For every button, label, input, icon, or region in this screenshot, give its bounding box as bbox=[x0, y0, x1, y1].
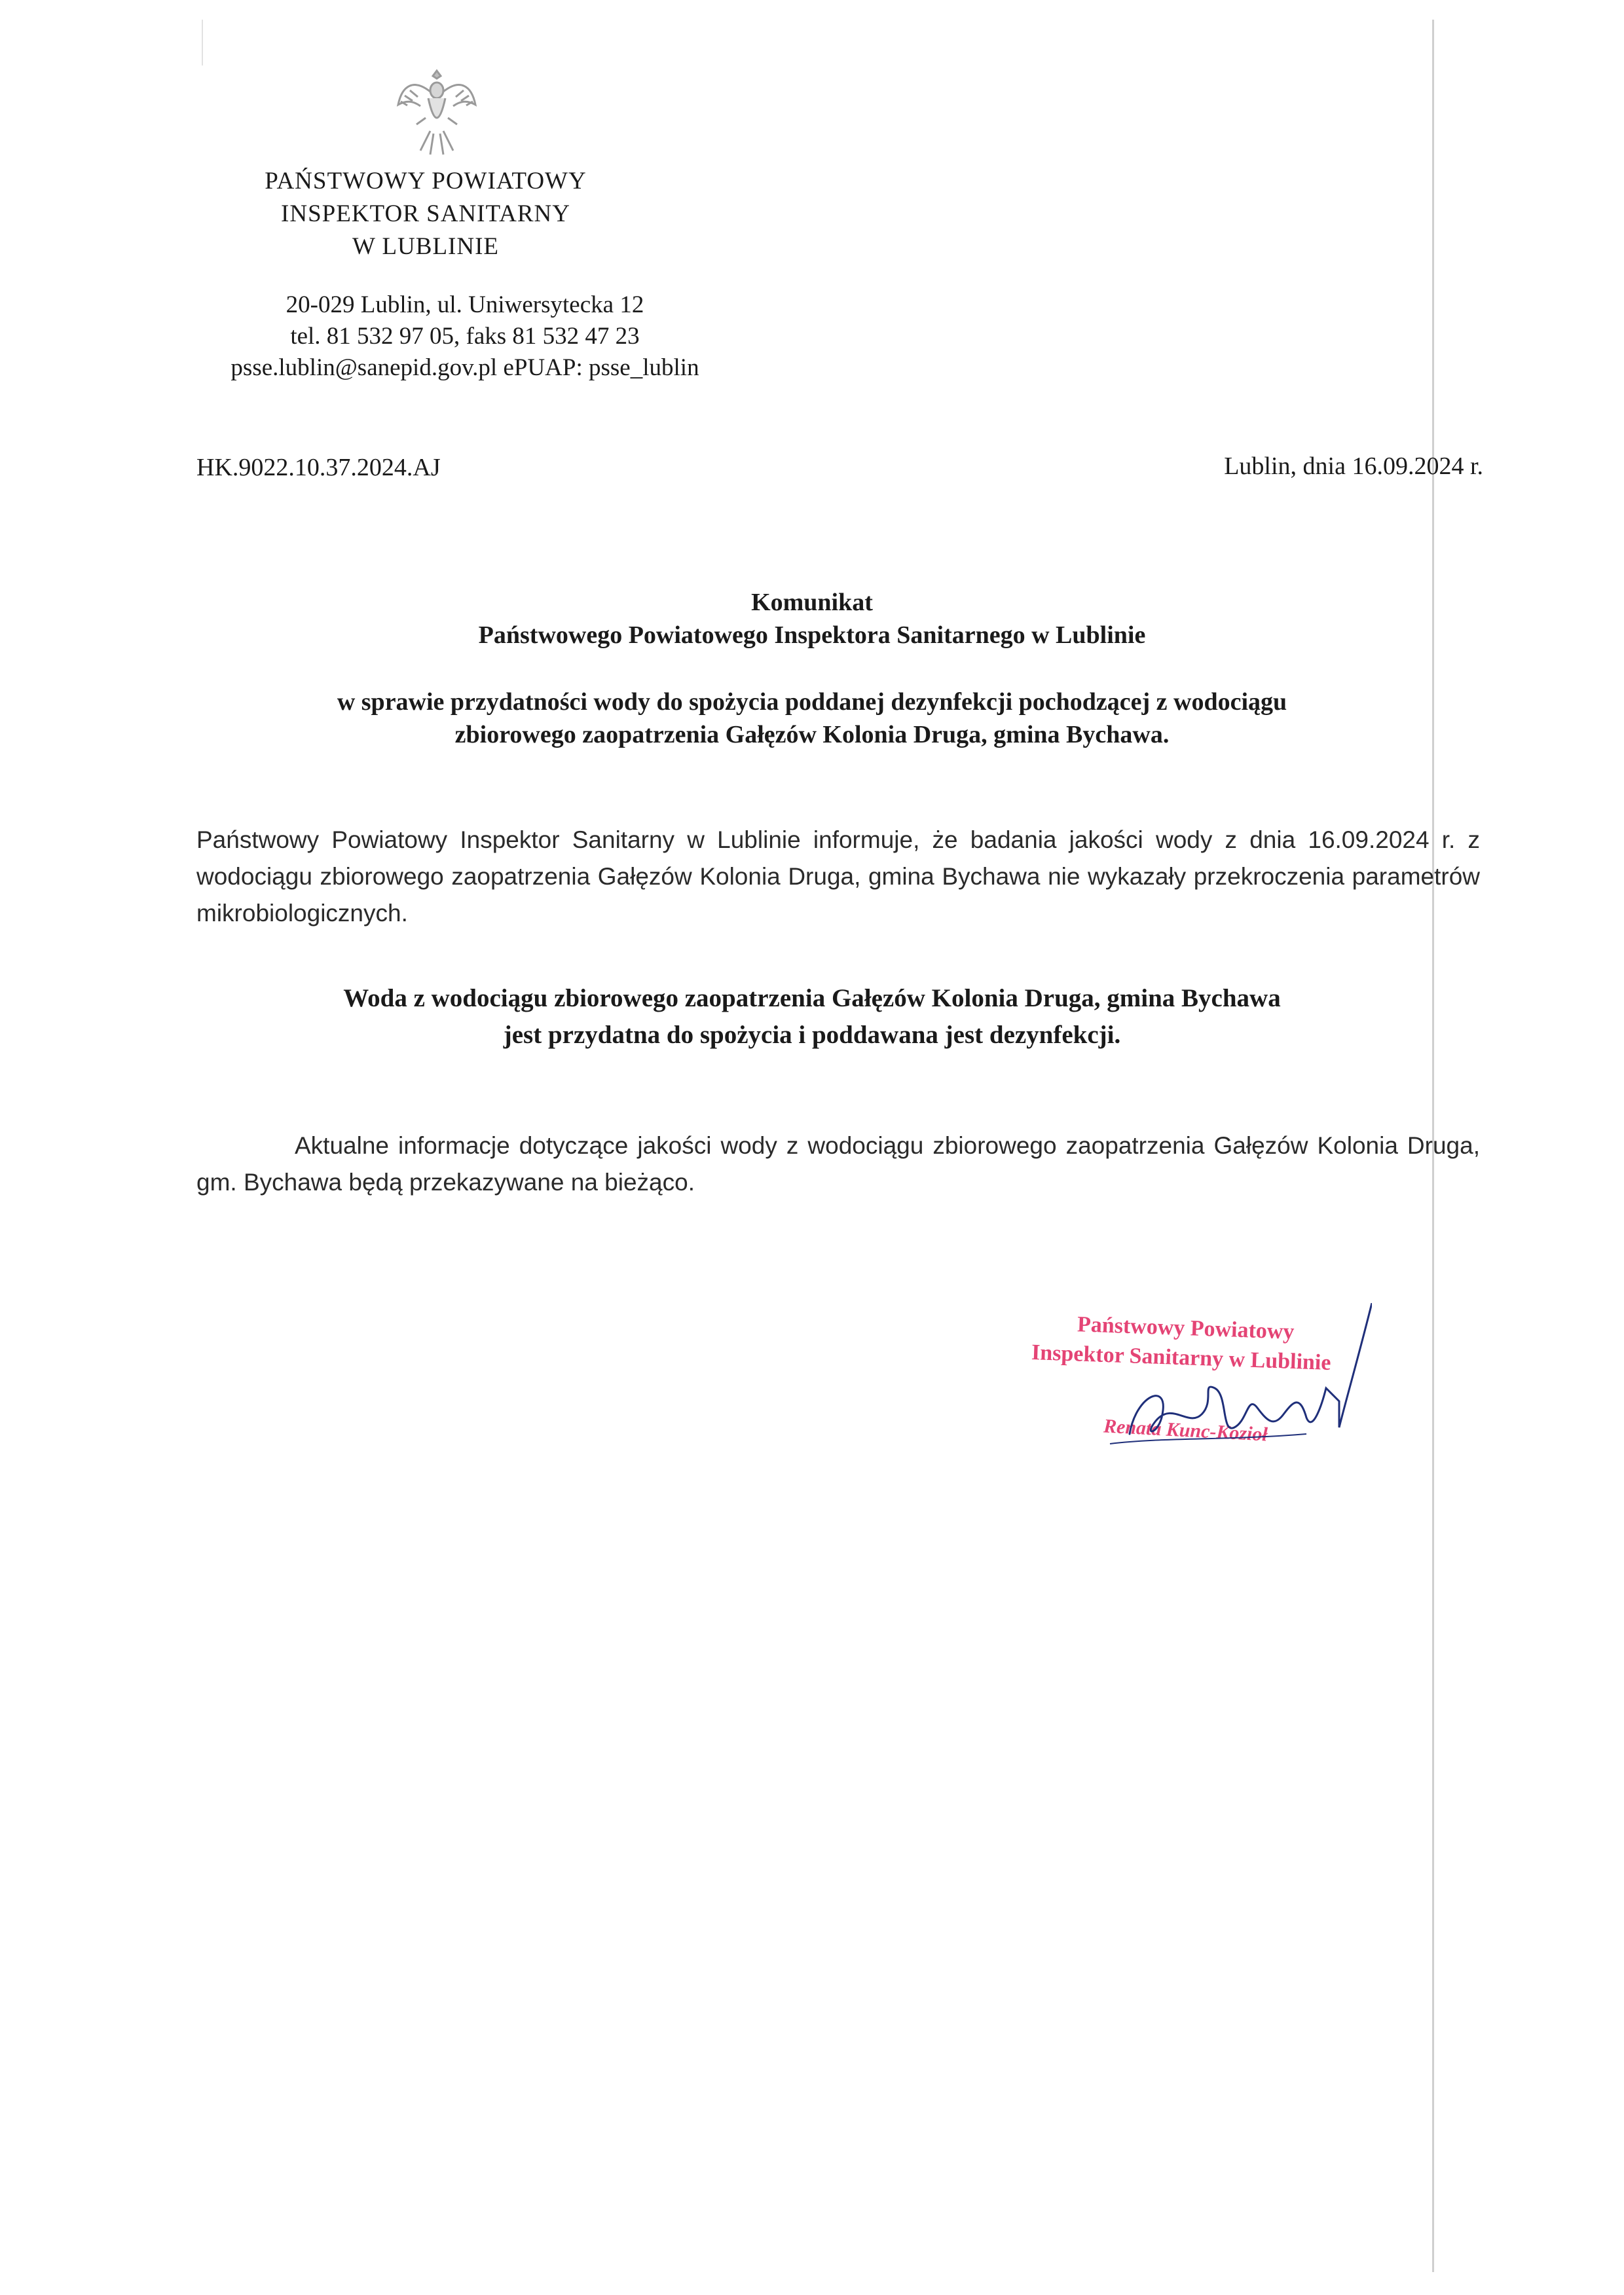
address-phone: tel. 81 532 97 05, faks 81 532 47 23 bbox=[290, 323, 640, 350]
title-line: Państwowego Powiatowego Inspektora Sanitarnego w Lublinie bbox=[478, 621, 1146, 649]
scan-edge-mark bbox=[202, 20, 203, 65]
title-line: w sprawie przydatności wody do spożycia poddanej dezynfekcji pochodzącej z wodociągu bbox=[337, 688, 1287, 716]
stamp-line: Państwowy Powiatowy bbox=[1077, 1312, 1295, 1344]
eagle-emblem-icon bbox=[394, 65, 479, 160]
address-email: psse.lublin@sanepid.gov.pl ePUAP: psse_lublin bbox=[231, 354, 699, 381]
signature-icon bbox=[1031, 1303, 1372, 1473]
issuer-line: INSPEKTOR SANITARNY bbox=[281, 200, 570, 227]
document-date: Lublin, dnia 16.09.2024 r. bbox=[1224, 452, 1483, 480]
issuer-line: PAŃSTWOWY POWIATOWY bbox=[265, 168, 587, 194]
stamp-name: Renata Kunc-Kozioł bbox=[1103, 1415, 1268, 1446]
title-line: zbiorowego zaopatrzenia Gałęzów Kolonia Druga, gmina Bychawa. bbox=[454, 721, 1170, 748]
conclusion-line: Woda z wodociągu zbiorowego zaopatrzenia Gałęzów Kolonia Druga, gmina Bychawa bbox=[343, 984, 1281, 1012]
body-paragraph-2: Aktualne informacje dotyczące jakości wody z wodociągu zbiorowego zaopatrzenia Gałęzów Kolonia Druga, gm. Bychawa będą przekazywane na bieżąco. bbox=[196, 1132, 1480, 1196]
reference-number: HK.9022.10.37.2024.AJ bbox=[196, 454, 441, 481]
issuer-line: W LUBLINIE bbox=[352, 233, 500, 260]
body-paragraph-1: Państwowy Powiatowy Inspektor Sanitarny w Lublinie informuje, że badania jakości wody z dnia 16.09.2024 r. z wodociągu zbiorowego zaopatrzenia Gałęzów Kolonia Druga, gmina Bychawa nie wykazały przekroczenia parametrów mikrobiologicznych. bbox=[196, 826, 1480, 927]
title-line: Komunikat bbox=[751, 589, 873, 616]
issuer-address bbox=[183, 289, 747, 384]
official-stamp bbox=[1031, 1303, 1372, 1473]
address-street: 20-029 Lublin, ul. Uniwersytecka 12 bbox=[286, 291, 644, 318]
conclusion-statement bbox=[196, 980, 1428, 1054]
conclusion-line: jest przydatna do spożycia i poddawana jest dezynfekcji. bbox=[503, 1021, 1121, 1049]
document-title bbox=[196, 586, 1428, 751]
stamp-line: Inspektor Sanitarny w Lublinie bbox=[1031, 1340, 1332, 1375]
issuer-header bbox=[183, 165, 668, 263]
